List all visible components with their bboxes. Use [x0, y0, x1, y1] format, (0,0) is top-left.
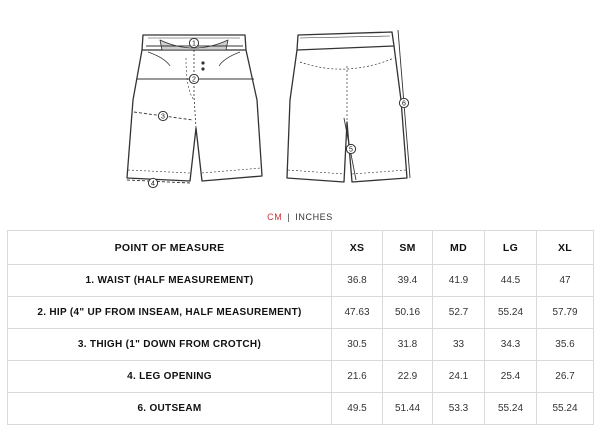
table-cell: 24.1	[433, 361, 485, 393]
size-header-md: MD	[433, 231, 485, 265]
table-cell: 52.7	[433, 297, 485, 329]
table-cell: 44.5	[485, 265, 537, 297]
marker-1	[189, 38, 198, 47]
marker-3	[158, 111, 167, 120]
marker-6-label: 6	[402, 100, 406, 108]
size-header-sm: SM	[383, 231, 433, 265]
table-cell: 47	[537, 265, 594, 297]
table-cell: 30.5	[332, 329, 383, 361]
measure-name: 3. THIGH (1" DOWN FROM CROTCH)	[8, 329, 332, 361]
marker-6	[399, 98, 408, 107]
table-cell: 55.24	[537, 393, 594, 425]
unit-inches-option[interactable]: INCHES	[295, 212, 333, 222]
table-row	[8, 361, 594, 393]
table-row	[8, 329, 594, 361]
table-cell: 50.16	[383, 297, 433, 329]
point-of-measure-header: POINT OF MEASURE	[8, 231, 332, 265]
marker-3-label: 3	[161, 113, 165, 121]
table-row	[8, 265, 594, 297]
unit-toggle	[0, 212, 600, 222]
table-cell: 51.44	[383, 393, 433, 425]
measure-name: 6. OUTSEAM	[8, 393, 332, 425]
back-markers	[346, 98, 408, 153]
table-cell: 49.5	[332, 393, 383, 425]
marker-5-label: 5	[349, 146, 353, 154]
unit-cm-option[interactable]: CM	[267, 212, 283, 222]
measure-name: 2. HIP (4" UP FROM INSEAM, HALF MEASUREMENT)	[8, 297, 332, 329]
table-cell: 57.79	[537, 297, 594, 329]
table-cell: 34.3	[485, 329, 537, 361]
marker-5	[346, 144, 355, 153]
marker-2	[189, 74, 198, 83]
size-header-lg: LG	[485, 231, 537, 265]
table-cell: 39.4	[383, 265, 433, 297]
table-cell: 33	[433, 329, 485, 361]
table-cell: 22.9	[383, 361, 433, 393]
table-row	[8, 297, 594, 329]
table-header-row	[8, 231, 594, 265]
table-cell: 55.24	[485, 297, 537, 329]
table-cell: 53.3	[433, 393, 485, 425]
unit-separator: |	[287, 212, 291, 222]
table-cell: 31.8	[383, 329, 433, 361]
size-header-xs: XS	[332, 231, 383, 265]
measure-name: 4. LEG OPENING	[8, 361, 332, 393]
shorts-back-diagram	[287, 32, 407, 182]
marker-4	[148, 178, 157, 187]
table-cell: 25.4	[485, 361, 537, 393]
table-cell: 41.9	[433, 265, 485, 297]
shorts-diagrams	[0, 0, 600, 205]
marker-4-label: 4	[151, 180, 155, 188]
front-markers	[148, 38, 198, 187]
table-cell: 55.24	[485, 393, 537, 425]
marker-1-label: 1	[192, 40, 196, 48]
size-chart-table	[7, 230, 594, 425]
size-header-xl: XL	[537, 231, 594, 265]
front-measure-lines	[127, 46, 254, 183]
table-row	[8, 393, 594, 425]
table-cell: 35.6	[537, 329, 594, 361]
measure-name: 1. WAIST (HALF MEASUREMENT)	[8, 265, 332, 297]
table-cell: 21.6	[332, 361, 383, 393]
shorts-front-diagram	[127, 35, 262, 181]
table-cell: 47.63	[332, 297, 383, 329]
marker-2-label: 2	[192, 76, 196, 84]
table-cell: 26.7	[537, 361, 594, 393]
table-cell: 36.8	[332, 265, 383, 297]
